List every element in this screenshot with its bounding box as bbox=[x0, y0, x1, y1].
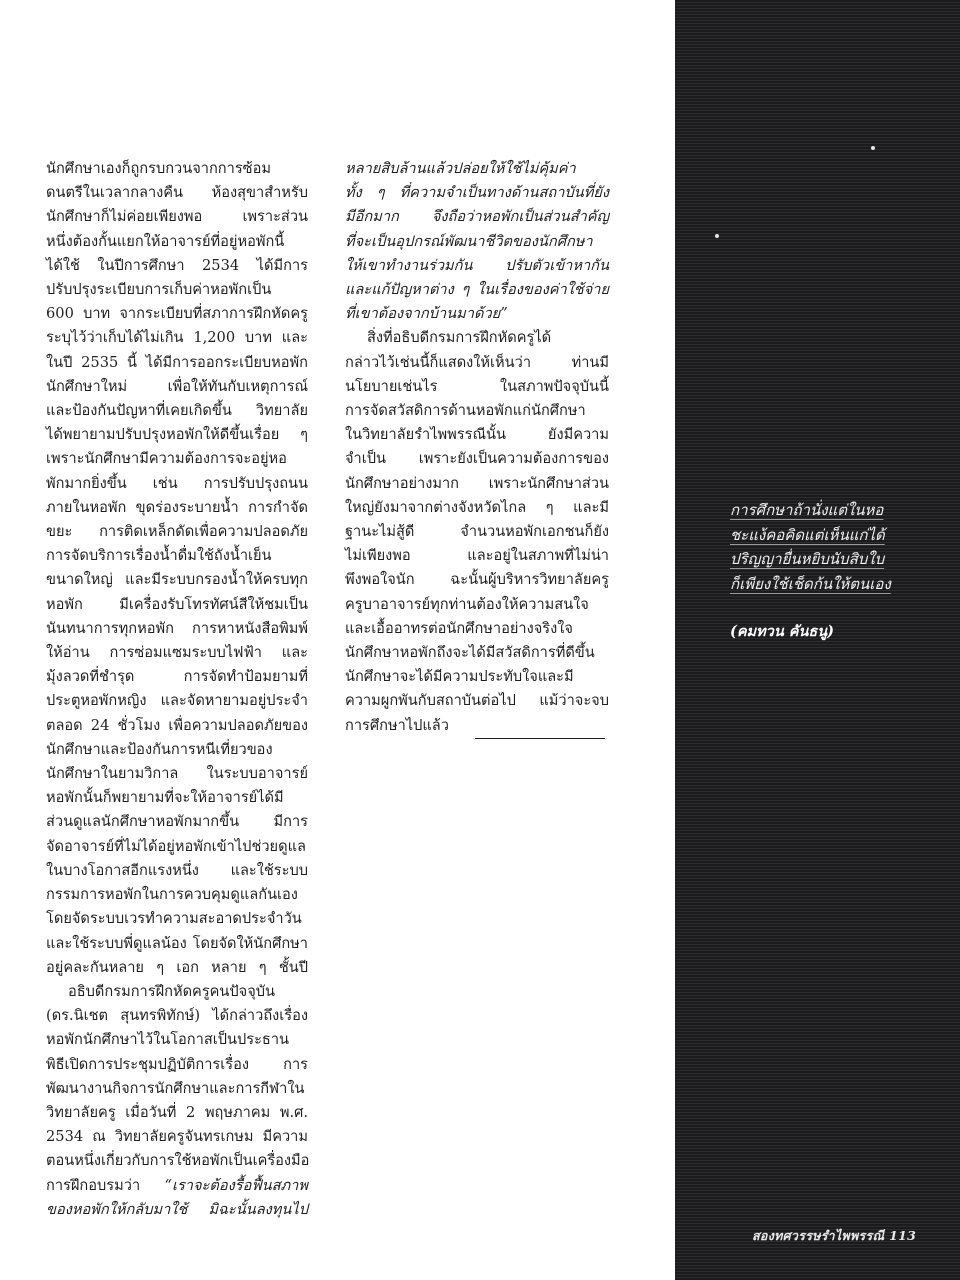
text-line-content: ภายในหอพัก ขุดร่องระบายน้ำ การกำจัด bbox=[46, 498, 308, 516]
section-end-rule bbox=[475, 738, 605, 739]
text-line-content: จัดอาจารย์ที่ไม่ได้อยู่หอพักเข้าไปช่วยดูแล bbox=[46, 837, 306, 855]
text-line-content: พิธีเปิดการประชุมปฏิบัติการเรื่อง การ bbox=[46, 1055, 308, 1073]
text-line bbox=[46, 205, 308, 229]
text-line bbox=[46, 932, 308, 956]
text-line bbox=[345, 326, 609, 350]
text-line bbox=[46, 544, 308, 568]
text-line bbox=[345, 520, 609, 544]
text-line bbox=[345, 447, 609, 471]
text-line-content: กรรมการหอพักในการควบคุมดูแลกันเอง bbox=[46, 886, 298, 904]
text-line bbox=[46, 689, 308, 713]
poem-line: การศึกษาถ้านั่งแต่ในหอ bbox=[730, 501, 884, 519]
page-footer: สองทศวรรษรำไพพรรณี 113 bbox=[752, 1228, 917, 1243]
text-line bbox=[46, 447, 308, 471]
text-line bbox=[46, 302, 308, 326]
text-line bbox=[345, 278, 609, 302]
poem-quote bbox=[730, 498, 930, 596]
text-line bbox=[46, 956, 308, 980]
text-line bbox=[345, 181, 609, 205]
text-line-content: มุ้งลวดที่ชำรุด การจัดทำป้อมยามที่ bbox=[46, 668, 308, 686]
text-line-content: ระบุไว้ว่าเก็บได้ไม่เกิน 1,200 บาท และ bbox=[46, 329, 308, 347]
text-line bbox=[46, 1149, 308, 1173]
text-line-content: นักศึกษาก็ไม่ค่อยเพียงพอ เพราะส่วน bbox=[46, 208, 308, 226]
text-line bbox=[46, 762, 308, 786]
text-line-content: ประตูหอพักหญิง และจัดหายามอยู่ประจำ bbox=[46, 692, 308, 710]
poem-line: ก็เพียงใช้เช็ดก้นให้ตนเอง bbox=[730, 574, 891, 593]
text-line-content: นักศึกษาอย่างมาก เพราะนักศึกษาส่วน bbox=[345, 474, 609, 492]
text-line-content: นักศึกษาเองก็ถูกรบกวนจากการซ้อม bbox=[46, 160, 271, 177]
text-line-content: ดนตรีในเวลากลางคืน ห้องสุขาสำหรับ bbox=[46, 184, 308, 202]
text-line bbox=[46, 593, 308, 617]
text-line bbox=[46, 617, 308, 641]
poem-credit: (คมทวน คันธนู) bbox=[730, 623, 835, 640]
text-line-content: มีอีกมาก จึงถือว่าหอพักเป็นส่วนสำคัญ bbox=[345, 208, 609, 226]
text-line-content: ครูบาอาจารย์ทุกท่านต้องให้ความสนใจ bbox=[345, 595, 589, 613]
text-line-content: ให้อ่าน การซ่อมแซมระบบไฟฟ้า และ bbox=[46, 644, 308, 662]
text-line bbox=[345, 375, 609, 399]
text-line-content: และเอื้ออาทรต่อนักศึกษาอย่างจริงใจ bbox=[345, 619, 573, 637]
text-line-content: พัฒนางานกิจการนักศึกษาและการกีฬาใน bbox=[46, 1079, 305, 1097]
text-line bbox=[46, 230, 308, 254]
text-line bbox=[46, 835, 308, 859]
text-line bbox=[46, 1077, 308, 1101]
text-line bbox=[46, 1004, 308, 1028]
text-line-content: และแก้ปัญหาต่าง ๆ ในเรื่องของค่าใช้จ่าย bbox=[345, 281, 609, 299]
text-line bbox=[46, 641, 308, 665]
text-line-content: วิทยาลัยครู เมื่อวันที่ 2 พฤษภาคม พ.ศ. bbox=[46, 1103, 308, 1121]
text-line bbox=[345, 254, 609, 278]
text-line-content: (ดร.นิเชต สุนทรพิทักษ์) ได้กล่าวถึงเรื่อง bbox=[46, 1007, 308, 1025]
text-line bbox=[345, 665, 609, 689]
text-line-content: นักศึกษาใหม่ เพื่อให้ทันกับเหตุการณ์ bbox=[46, 377, 308, 395]
text-line-content: หนึ่งต้องกั้นแยกให้อาจารย์ที่อยู่หอพักนี้ bbox=[46, 232, 285, 250]
text-line bbox=[345, 689, 609, 713]
text-line-content: นักศึกษาหอพักถึงจะได้มีสวัสดิการที่ดีขึ้น bbox=[345, 644, 595, 662]
text-line bbox=[46, 326, 308, 350]
text-line bbox=[46, 907, 308, 931]
quote-start: “เราจะต้องรื้อฟื้นสภาพ bbox=[164, 1176, 308, 1194]
text-line-content: พักมากยิ่งขึ้น เช่น การปรับปรุงถนน bbox=[46, 474, 308, 492]
text-line bbox=[46, 1198, 308, 1222]
text-line-content: ส่วนดูแลนักศึกษาหอพักมากขึ้น มีการ bbox=[46, 813, 308, 831]
text-line-content: นักศึกษาและป้องกันการหนีเที่ยวของ bbox=[46, 740, 273, 758]
text-line-content: ได้ใช้ ในปีการศึกษา 2534 ได้มีการ bbox=[46, 256, 308, 274]
text-line-content: ในบางโอกาสอีกแรงหนึ่ง และใช้ระบบ bbox=[46, 861, 308, 879]
text-line-content: และป้องกันปัญหาที่เคยเกิดขึ้น วิทยาลัย bbox=[46, 402, 308, 420]
text-line bbox=[46, 254, 308, 278]
text-line bbox=[46, 980, 308, 1004]
text-line-content: ใหญ่ยังมาจากต่างจังหวัดไกล ๆ และมี bbox=[345, 498, 609, 516]
text-line-content: ตอนหนึ่งเกี่ยวกับการใช้หอพักเป็นเครื่องมือ bbox=[46, 1152, 310, 1170]
text-line-content: ปรับปรุงระเบียบการเก็บค่าหอพักเป็น bbox=[46, 281, 272, 299]
text-line bbox=[46, 157, 308, 181]
text-line-content: หอพักนักศึกษาไว้ในโอกาสเป็นประธาน bbox=[46, 1031, 289, 1049]
text-line bbox=[46, 810, 308, 834]
speck-mark bbox=[871, 146, 875, 150]
text-line bbox=[345, 423, 609, 447]
text-line bbox=[46, 786, 308, 810]
text-line bbox=[46, 375, 308, 399]
text-line-content: ของหอพักให้กลับมาใช้ มิฉะนั้นลงทุนไป bbox=[46, 1200, 308, 1218]
text-line-content: และใช้ระบบพี่ดูแลน้อง โดยจัดให้นักศึกษา bbox=[46, 934, 308, 952]
text-line bbox=[345, 472, 609, 496]
text-line-content: นักศึกษาจะได้มีความประทับใจและมี bbox=[345, 668, 574, 686]
text-line-content: อยู่คละกันหลาย ๆ เอก หลาย ๆ ชั้นปี bbox=[46, 958, 308, 976]
text-line bbox=[345, 496, 609, 520]
text-line bbox=[345, 617, 609, 641]
text-line bbox=[46, 859, 308, 883]
text-line-content: พึงพอใจนัก ฉะนั้นผู้บริหารวิทยาลัยครู bbox=[345, 571, 609, 589]
text-line-content: ได้พยายามปรับปรุงหอพักให้ดีขึ้นเรื่อย ๆ bbox=[46, 426, 308, 444]
text-line bbox=[345, 568, 609, 592]
text-line bbox=[345, 351, 609, 375]
text-line-content: กล่าวไว้เช่นนี้ก็แสดงให้เห็นว่า ท่านมี bbox=[345, 353, 609, 371]
text-line-content: ที่จะเป็นอุปกรณ์พัฒนาชีวิตของนักศึกษา bbox=[345, 232, 593, 250]
text-line-content: การจัดบริการเรื่องน้ำดื่มใช้ถังน้ำเย็น bbox=[46, 547, 272, 565]
text-line-content: ความผูกพันกับสถาบันต่อไป แม้ว่าจะจบ bbox=[345, 692, 609, 710]
text-line bbox=[46, 665, 308, 689]
text-line bbox=[345, 714, 609, 738]
text-line-content: อธิบดีกรมการฝึกหัดครูคนปัจจุบัน bbox=[68, 982, 276, 1000]
text-line bbox=[46, 399, 308, 423]
text-line-content: นักศึกษาในยามวิกาล ในระบบอาจารย์ bbox=[46, 765, 308, 783]
text-line bbox=[345, 593, 609, 617]
text-line bbox=[46, 520, 308, 544]
text-line-content: หลายสิบล้านแล้วปล่อยให้ใช้ไม่คุ้มค่า bbox=[345, 160, 576, 177]
left-text-column bbox=[46, 157, 308, 1222]
text-line bbox=[46, 738, 308, 762]
text-line-content: ฐานะไม่สู้ดี จำนวนหอพักเอกชนก็ยัง bbox=[345, 523, 609, 541]
text-line bbox=[46, 1053, 308, 1077]
text-line-content: โดยจัดระบบเวรทำความสะอาดประจำวัน bbox=[46, 910, 302, 928]
text-line bbox=[46, 568, 308, 592]
speck-mark bbox=[715, 234, 719, 238]
text-line bbox=[46, 714, 308, 738]
text-line-content: การจัดสวัสดิการด้านหอพักแก่นักศึกษา bbox=[345, 402, 586, 420]
text-line-content: เพราะนักศึกษามีความต้องการจะอยู่หอ bbox=[46, 450, 287, 468]
text-line-content: หอพัก มีเครื่องรับโทรทัศน์สีให้ชมเป็น bbox=[46, 595, 308, 613]
poem-line: ชะแง้คอคิดแต่เห็นแก่ได้ bbox=[730, 525, 885, 544]
text-line bbox=[345, 544, 609, 568]
text-line bbox=[46, 423, 308, 447]
right-text-column bbox=[345, 157, 609, 738]
text-line bbox=[46, 351, 308, 375]
text-line-content: จำเป็น เพราะยังเป็นความต้องการของ bbox=[345, 450, 609, 468]
text-line bbox=[46, 278, 308, 302]
text-line bbox=[345, 302, 609, 326]
text-line-content: ขนาดใหญ่ และมีระบบกรองน้ำให้ครบทุก bbox=[46, 571, 308, 589]
text-line-content: การศึกษาไปแล้ว bbox=[345, 716, 449, 734]
text-line bbox=[345, 399, 609, 423]
text-line bbox=[46, 1101, 308, 1125]
text-line-content: การฝึกอบรมว่า bbox=[46, 1176, 141, 1194]
text-line bbox=[345, 157, 609, 181]
text-line-content: นโยบายเช่นไร ในสภาพปัจจุบันนี้ bbox=[345, 377, 609, 395]
text-line-content: หอพักนั้นก็พยายามที่จะให้อาจารย์ได้มี bbox=[46, 789, 284, 807]
text-line bbox=[46, 472, 308, 496]
text-line bbox=[345, 230, 609, 254]
text-line bbox=[46, 1174, 308, 1198]
text-line-content: ตลอด 24 ชั่วโมง เพื่อความปลอดภัยของ bbox=[46, 716, 308, 734]
text-line-content: ขยะ การติดเหล็กดัดเพื่อความปลอดภัย bbox=[46, 523, 308, 541]
text-line bbox=[46, 496, 308, 520]
text-line-content: 600 บาท จากระเบียบที่สภาการฝึกหัดครู bbox=[46, 305, 308, 323]
text-line bbox=[345, 205, 609, 229]
poem-line: ปริญญายื่นหยิบนับสิบใบ bbox=[730, 550, 885, 568]
text-line bbox=[46, 1028, 308, 1052]
text-line-content: ทั้ง ๆ ที่ความจำเป็นทางด้านสถาบันที่ยัง bbox=[345, 184, 609, 202]
text-line-content: 2534 ณ วิทยาลัยครูจันทรเกษม มีความ bbox=[46, 1128, 308, 1146]
text-line-content: นันทนาการทุกหอพัก การหาหนังสือพิมพ์ bbox=[46, 619, 308, 637]
text-line-content: ให้เขาทำงานร่วมกัน ปรับตัวเข้าหากัน bbox=[345, 256, 609, 274]
text-line bbox=[46, 883, 308, 907]
text-line-content: ในปี 2535 นี้ ได้มีการออกระเบียบหอพัก bbox=[46, 353, 308, 371]
text-line bbox=[46, 1125, 308, 1149]
text-line bbox=[345, 641, 609, 665]
text-line-content: ไม่เพียงพอ และอยู่ในสภาพที่ไม่น่า bbox=[345, 547, 609, 565]
text-line-content: สิ่งที่อธิบดีกรมการฝึกหัดครูได้ bbox=[367, 329, 552, 347]
text-line-content: ในวิทยาลัยรำไพพรรณีนั้น ยังมีความ bbox=[345, 426, 609, 444]
text-line-content: ที่เขาต้องจากบ้านมาด้วย” bbox=[345, 305, 508, 323]
text-line bbox=[46, 181, 308, 205]
